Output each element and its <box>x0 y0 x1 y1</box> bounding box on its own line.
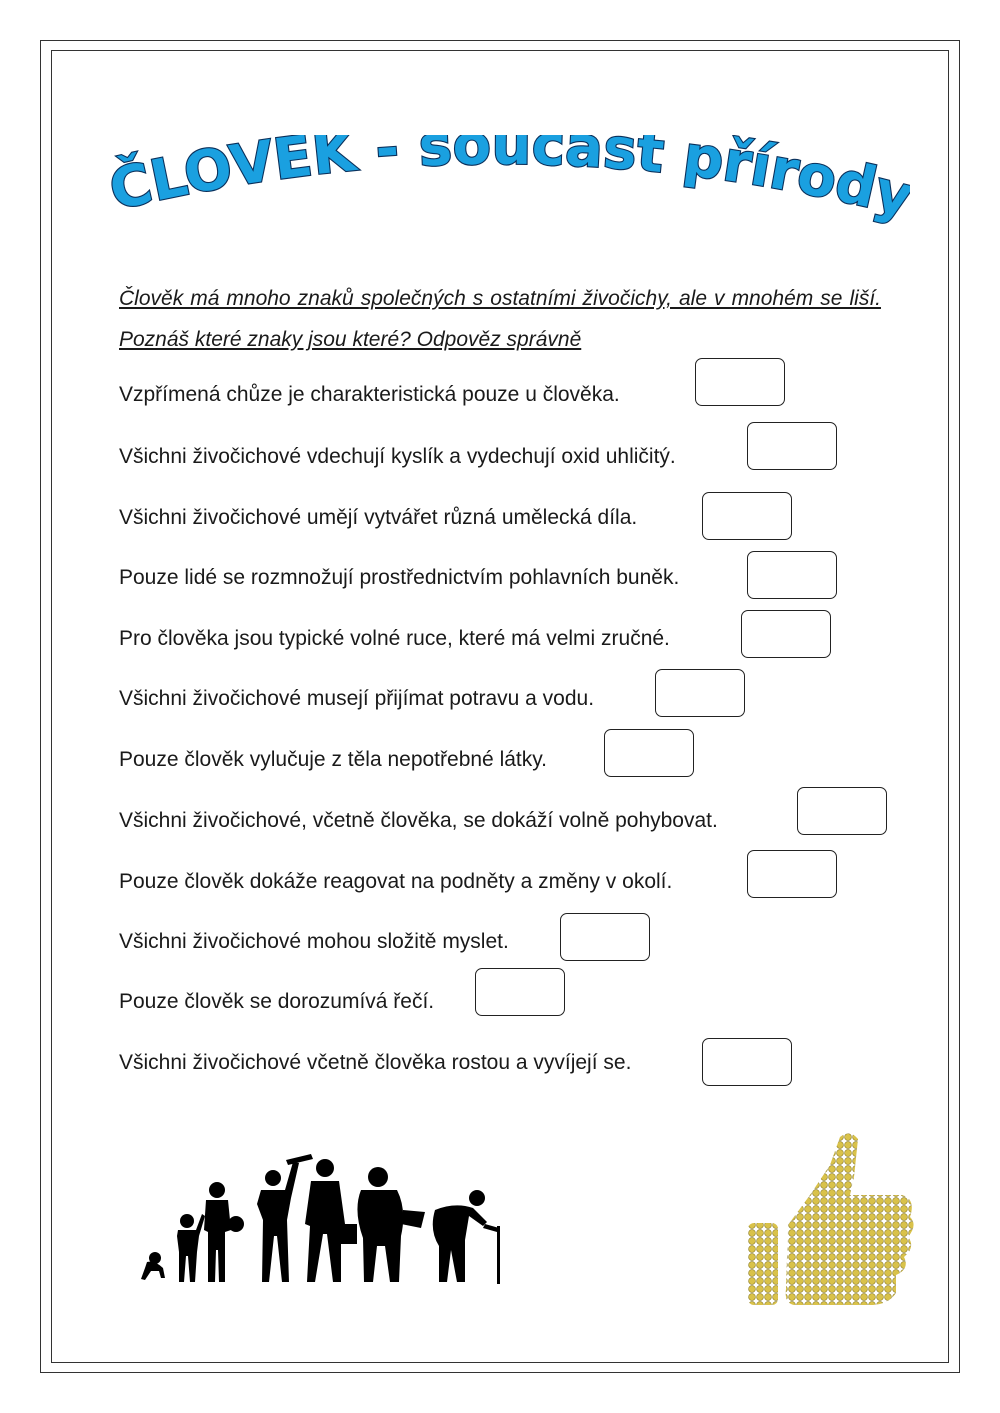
statement-text: Pouze lidé se rozmnožují prostřednictvím pohlavních buněk. <box>119 566 680 589</box>
statement-text: Pouze člověk dokáže reagovat na podněty a změny v okolí. <box>119 870 673 893</box>
answer-box-8[interactable] <box>797 787 887 835</box>
worksheet-title <box>110 135 910 255</box>
statement-text: Všichni živočichové včetně člověka rostou a vyvíjejí se. <box>119 1051 632 1074</box>
answer-box-11[interactable] <box>475 968 565 1016</box>
answer-box-3[interactable] <box>702 492 792 540</box>
child-silhouette <box>204 1182 244 1282</box>
answer-box-4[interactable] <box>747 551 837 599</box>
answer-box-5[interactable] <box>741 610 831 658</box>
statement-11 <box>119 990 434 1014</box>
statement-text: Pouze člověk se dorozumívá řečí. <box>119 990 435 1013</box>
answer-box-12[interactable] <box>702 1038 792 1086</box>
answer-box-2[interactable] <box>747 422 837 470</box>
instructions-text: Člověk má mnoho znaků společných s ostatními živočichy, ale v mnohém se liší. Poznáš které znaky jsou které? Odpověz správně <box>119 287 881 351</box>
statement-8 <box>119 809 718 833</box>
thumbs-up-icon <box>740 1125 920 1315</box>
baby-silhouette <box>141 1252 165 1280</box>
answer-box-9[interactable] <box>747 850 837 898</box>
statement-2 <box>119 445 676 469</box>
title-text <box>110 135 910 230</box>
statement-12 <box>119 1051 631 1075</box>
statement-text: Všichni živočichové mohou složitě myslet. <box>119 930 509 953</box>
answer-box-1[interactable] <box>695 358 785 406</box>
statement-text: Pouze člověk vylučuje z těla nepotřebné látky. <box>119 748 548 771</box>
human-life-stages-image <box>135 1150 520 1290</box>
statement-text: Vzpřímená chůze je charakteristická pouze u člověka. <box>119 383 620 406</box>
statement-3 <box>119 506 637 530</box>
elderly-silhouette <box>433 1190 500 1284</box>
statement-4 <box>119 566 679 590</box>
statement-text: Pro člověka jsou typické volné ruce, které má velmi zručné. <box>119 627 670 650</box>
statement-text: Všichni živočichové musejí přijímat potravu a vodu. <box>119 687 595 710</box>
statement-5 <box>119 627 670 651</box>
statement-10 <box>119 930 509 954</box>
answer-box-10[interactable] <box>560 913 650 961</box>
statement-text: Všichni živočichové umějí vytvářet různá umělecká díla. <box>119 506 638 529</box>
answer-box-6[interactable] <box>655 669 745 717</box>
statement-text: Všichni živočichové, včetně člověka, se dokáží volně pohybovat. <box>119 809 718 832</box>
title-textpath: LOVĚK - součást přírod <box>144 135 883 222</box>
adult-silhouette <box>305 1159 357 1282</box>
statement-6 <box>119 687 594 711</box>
statement-7 <box>119 748 547 772</box>
answer-box-7[interactable] <box>604 729 694 777</box>
middle-aged-silhouette <box>357 1167 425 1282</box>
statement-9 <box>119 870 672 894</box>
toddler-silhouette <box>177 1214 205 1282</box>
statement-1 <box>119 383 620 407</box>
statement-text: Všichni živočichové vdechují kyslík a vydechují oxid uhličitý. <box>119 445 676 468</box>
teen-silhouette <box>257 1154 313 1282</box>
